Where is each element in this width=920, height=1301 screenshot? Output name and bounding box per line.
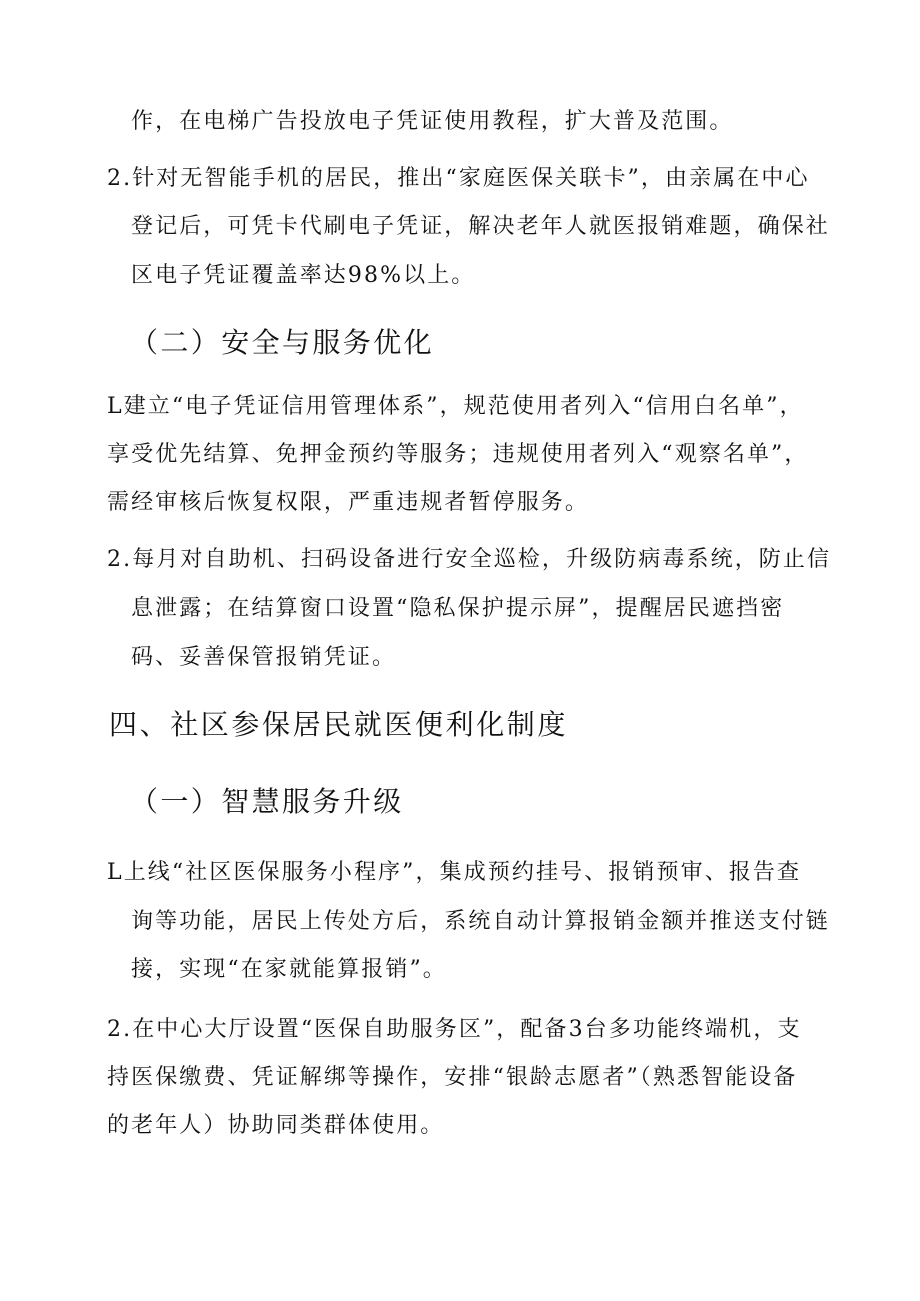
text-line: 的老年人）协助同类群体使用。 <box>107 1113 445 1138</box>
text-line: 2.每月对自助机、扫码设备进行安全巡检，升级防病毒系统，防止信 <box>107 547 832 572</box>
text-line: 接，实现“在家就能算报销”。 <box>131 957 447 982</box>
text-line: 息泄露；在结算窗口设置“隐私保护提示屏”，提醒居民遮挡密 <box>131 596 785 621</box>
section-title: 四、社区参保居民就医便利化制度 <box>109 708 569 741</box>
text-line: 2.针对无智能手机的居民，推出“家庭医保关联卡”，由亲属在中心 <box>107 166 810 191</box>
subheading-smart-service: （一）智慧服务升级 <box>130 785 404 818</box>
text-line: 区电子凭证覆盖率达98%以上。 <box>131 263 476 288</box>
text-line: L建立“电子凭证信用管理体系”，规范使用者列入“信用白名单”， <box>107 394 804 419</box>
text-line: 作，在电梯广告投放电子凭证使用教程，扩大普及范围。 <box>131 109 734 134</box>
text-line: 需经审核后恢复权限，严重违规者暂停服务。 <box>107 490 590 515</box>
text-line: 享受优先结算、免押金预约等服务；违规使用者列入“观察名单”， <box>107 442 809 467</box>
text-line: 2.在中心大厅设置“医保自助服务区”，配备3台多功能终端机，支 <box>107 1017 802 1042</box>
subheading-security: （二）安全与服务优化 <box>130 326 435 359</box>
text-line: 码、妥善保管报销凭证。 <box>131 645 397 670</box>
text-line: 持医保缴费、凭证解绑等操作，安排“银龄志愿者”（熟悉智能设备 <box>107 1065 798 1090</box>
text-line: 询等功能，居民上传处方后，系统自动计算报销金额并推送支付链 <box>131 909 830 934</box>
text-line: 登记后，可凭卡代刷电子凭证，解决老年人就医报销难题，确保社 <box>131 214 830 239</box>
text-line: L上线“社区医保服务小程序”，集成预约挂号、报销预审、报告查 <box>107 860 802 885</box>
